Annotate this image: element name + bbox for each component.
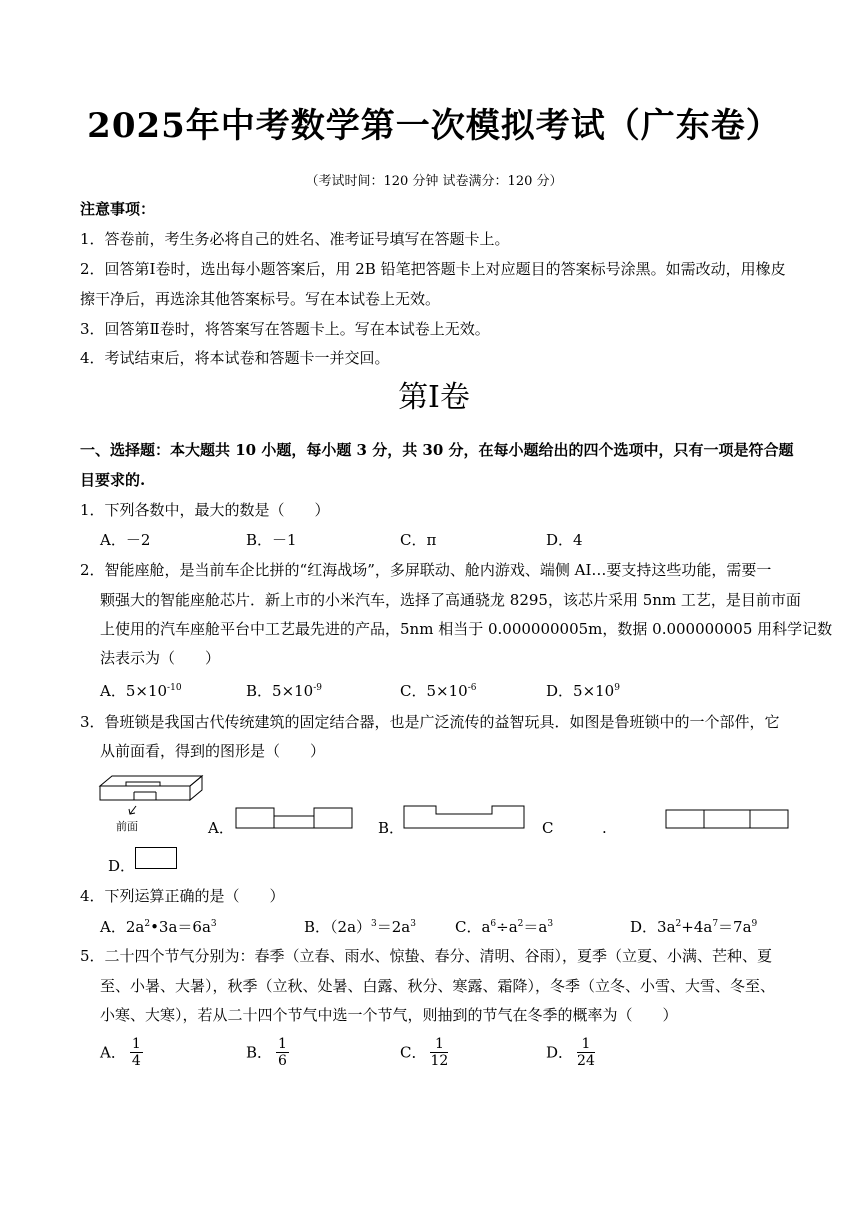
- notice-item: 2．回答第Ⅰ卷时，选出每小题答案后，用 2B 铅笔把答题卡上对应题目的答案标号涂黑。如需改动，用橡皮: [80, 260, 786, 278]
- notice-item: 1．答卷前，考生务必将自己的姓名、准考证号填写在答题卡上。: [80, 230, 510, 248]
- q3-option-c-dot: .: [602, 819, 607, 837]
- section-title: 第Ⅰ卷: [398, 380, 470, 415]
- part-one-heading: 一、选择题：本大题共 10 小题，每小题 3 分，共 30 分，在每小题给出的四个选项中，只有一项是符合题: [80, 441, 794, 459]
- luban-lock-figure: [96, 770, 206, 834]
- q5-option-d: D． $\frac{1}{24}$: [546, 1036, 595, 1069]
- notice-heading: 注意事项：: [80, 200, 156, 218]
- q1-option-a: A．－2: [100, 531, 151, 549]
- q2-option-b: B．$5\times 10^{-9}$: [246, 682, 323, 700]
- q5-option-b: B． $\frac{1}{6}$: [246, 1036, 287, 1069]
- q4-option-c: C．$a^6\div a^2=a^3$: [455, 918, 554, 936]
- q3-line: 从前面看，得到的图形是（ ）: [100, 742, 326, 760]
- notice-item: 3．回答第Ⅱ卷时，将答案写在答题卡上。写在本试卷上无效。: [80, 320, 490, 338]
- q3-option-c-label: C: [542, 819, 554, 837]
- q3-option-b-figure: [402, 804, 526, 830]
- q1-stem: 1．下列各数中，最大的数是（ ）: [80, 501, 330, 519]
- q5-option-a: A． $\frac{1}{4}$: [100, 1036, 141, 1069]
- q3-option-d-label: D．: [108, 857, 136, 875]
- q3-line: 3．鲁班锁是我国古代传统建筑的固定结合器，也是广泛流传的益智玩具．如图是鲁班锁中的一个部件，它: [80, 713, 780, 731]
- exam-title: 2025年中考数学第一次模拟考试（广东卷）: [87, 106, 781, 146]
- q2-option-c: C．$5\times 10^{-6}$: [400, 682, 477, 700]
- q3-option-b-label: B．: [378, 819, 405, 837]
- front-label: 前面: [116, 820, 138, 833]
- q5-line: 5．二十四个节气分别为：春季（立春、雨水、惊蛰、春分、清明、谷雨），夏季（立夏、小满、芒种、夏: [80, 947, 773, 965]
- q2-option-a: A．$5\times 10^{-10}$: [100, 682, 182, 700]
- q3-option-a-figure: [234, 806, 354, 830]
- q5-line: 至、小暑、大暑），秋季（立秋、处暑、白露、秋分、寒露、霜降），冬季（立冬、小雪、大雪、冬至、: [100, 977, 776, 995]
- q2-option-d: D．$5\times 10^9$: [546, 682, 620, 700]
- q4-option-d: D．$3a^2+4a^7=7a^9$: [630, 918, 758, 936]
- q5-line: 小寒、大寒），若从二十四个节气中选一个节气，则抽到的节气在冬季的概率为（ ）: [100, 1006, 678, 1024]
- q3-option-c-figure: [664, 808, 790, 830]
- q4-option-b: B．$(2a)^3=2a^3$: [304, 918, 416, 936]
- q5-option-c: C． $\frac{1}{12}$: [400, 1036, 449, 1069]
- exam-subtitle: （考试时间：120 分钟 试卷满分：120 分）: [305, 174, 563, 189]
- q1-option-b: B．－1: [246, 531, 297, 549]
- part-one-heading-cont: 目要求的.: [80, 471, 146, 489]
- notice-item: 4．考试结束后，将本试卷和答题卡一并交回。: [80, 349, 390, 367]
- q4-stem: 4．下列运算正确的是（ ）: [80, 887, 285, 905]
- q1-option-d: D．4: [546, 531, 583, 549]
- q4-option-a: A．$2a^2•3a=6a^3$: [100, 918, 217, 936]
- q2-line: 2．智能座舱，是当前车企比拼的“红海战场”，多屏联动、舱内游戏、端侧 AI…要支持这些功能，需要一: [80, 561, 772, 579]
- q2-line: 颗强大的智能座舱芯片．新上市的小米汽车，选择了高通骁龙 8295，该芯片采用 5nm 工艺，是目前市面: [100, 591, 801, 609]
- q2-line: 上使用的汽车座舱平台中工艺最先进的产品，5nm 相当于 0.000000005m，数据 0.000000005 用科学记数: [100, 620, 833, 638]
- q2-line: 法表示为（ ）: [100, 649, 221, 667]
- q1-option-c: C．π: [400, 531, 437, 549]
- q3-option-d-figure: [135, 847, 177, 869]
- notice-item: 擦干净后，再选涂其他答案标号。写在本试卷上无效。: [80, 290, 441, 308]
- q3-option-a-label: A．: [208, 819, 234, 837]
